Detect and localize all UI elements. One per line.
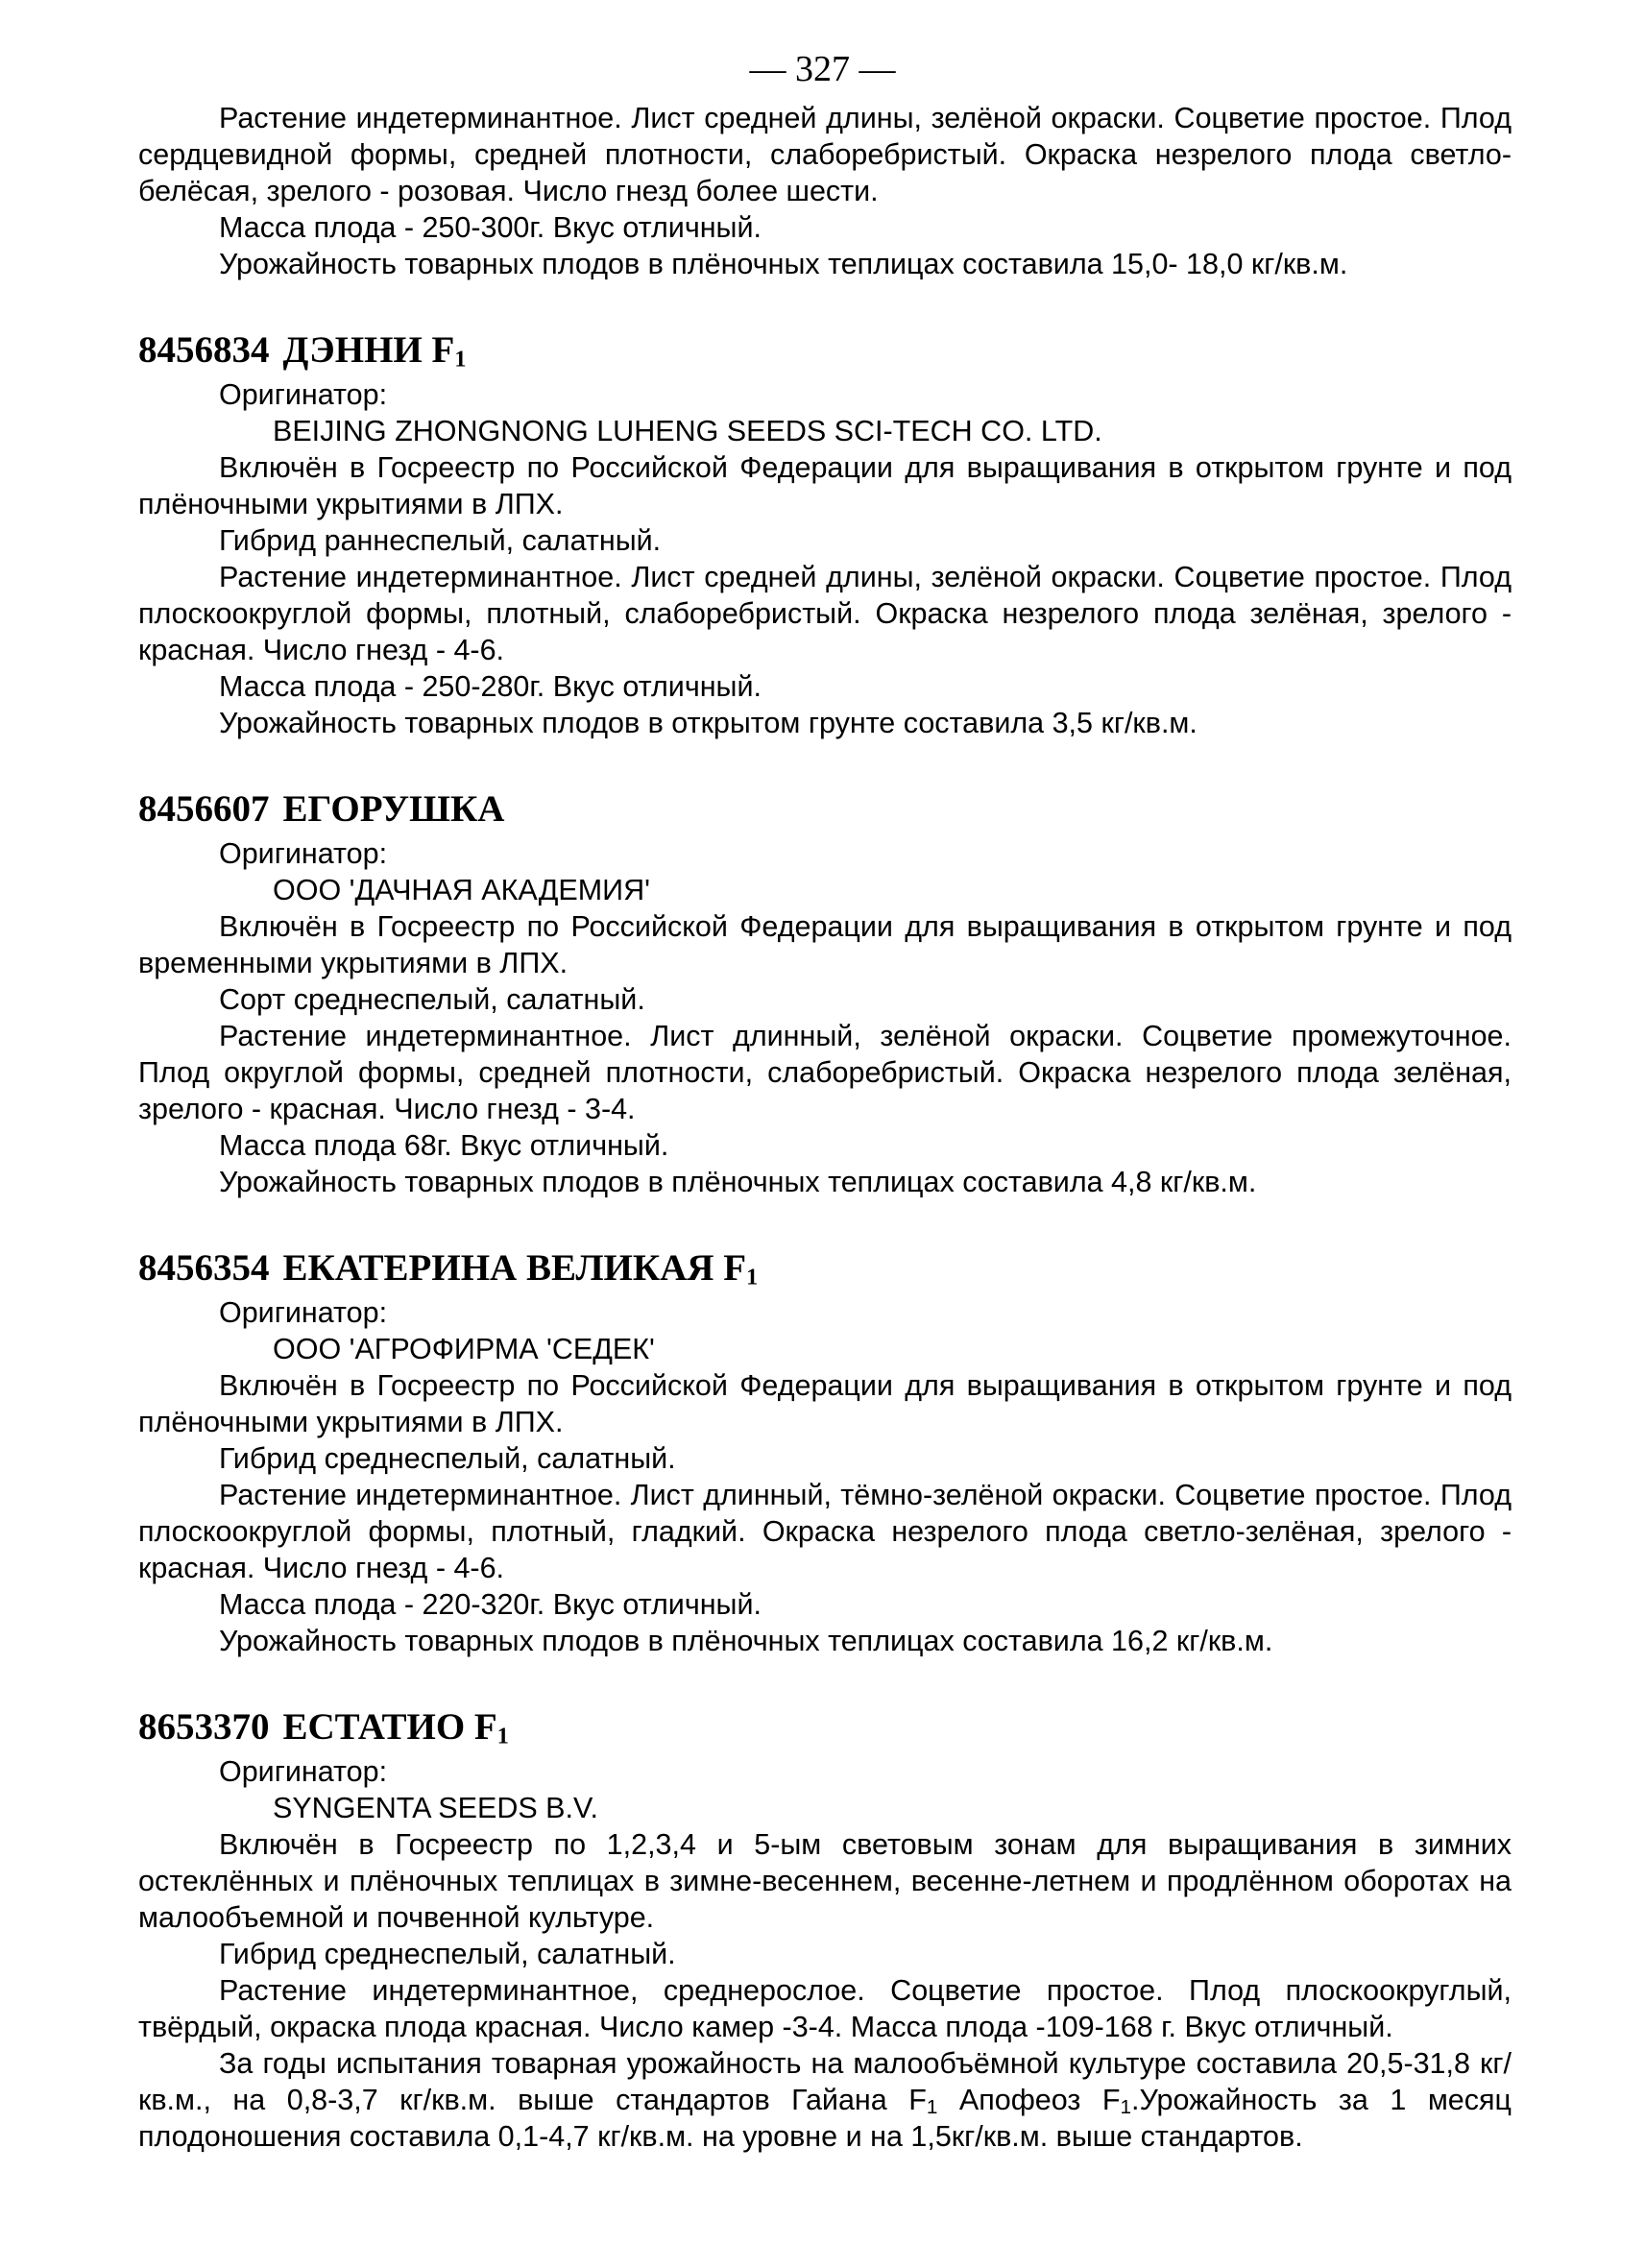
originator-label: Оригинатор: — [219, 837, 388, 870]
entry-number: 8456354 — [138, 1247, 270, 1289]
registry-text: Включён в Госреестр по Российской Федерации для выращивания в открытом грунте и под плёночными укрытиями в ЛПХ. — [138, 451, 1512, 520]
entry-title — [138, 1246, 1512, 1291]
originator-label: Оригинатор: — [219, 1296, 388, 1329]
variety-entry — [138, 328, 1512, 741]
variety-entry — [138, 1246, 1512, 1659]
intro-description: Растение индетерминантное. Лист средней длины, зелёной окраски. Соцветие простое. Плод сердцевидной формы, средней плотности, слаборебристый. Окраска незрелого плода светло-белёсая, зрелого - розовая. Число гнезд более шести. — [138, 102, 1512, 207]
originator-name: SYNGENTA SEEDS B.V. — [273, 1792, 599, 1824]
registry-text: Включён в Госреестр по Российской Федерации для выращивания в открытом грунте и под плёночными укрытиями в ЛПХ. — [138, 1369, 1512, 1438]
yield-text-part-a: За годы испытания товарная урожайность на малообъёмной культуре составила 20,5-31,8 кг/кв.м., на 0,8-3,7 кг/кв.м. выше стандартов Гайана F — [138, 2047, 1512, 2116]
intro-mass: Масса плода - 250-300г. Вкус отличный. — [219, 211, 762, 244]
originator-label: Оригинатор: — [219, 378, 388, 411]
entry-name-subscript: 1 — [746, 1264, 759, 1291]
originator-name: ООО 'ДАЧНАЯ АКАДЕМИЯ' — [273, 874, 650, 906]
plant-description: Растение индетерминантное. Лист средней длины, зелёной окраски. Соцветие простое. Плод плоскоокруглой формы, плотный, слаборебристый. Окраска незрелого плода зелёная, зрелого - красная. Число гнезд - 4-6. — [138, 561, 1512, 666]
plant-description: Растение индетерминантное, среднерослое. Соцветие простое. Плод плоскоокруглый, твёрдый, окраска плода красная. Число камер -3-4. Масса плода -109-168 г. Вкус отличный. — [138, 1974, 1512, 2043]
originator-name: BEIJING ZHONGNONG LUHENG SEEDS SCI-TECH CO. LTD. — [273, 415, 1102, 447]
registry-text: Включён в Госреестр по Российской Федерации для выращивания в открытом грунте и под временными укрытиями в ЛПХ. — [138, 910, 1512, 979]
intro-yield: Урожайность товарных плодов в плёночных теплицах составила 15,0- 18,0 кг/кв.м. — [219, 248, 1348, 280]
plant-description: Растение индетерминантное. Лист длинный, зелёной окраски. Соцветие промежуточное. Плод округлой формы, средней плотности, слаборебристый. Окраска незрелого плода зелёная, зрелого - красная. Число гнезд - 3-4. — [138, 1020, 1512, 1125]
yield-text: Урожайность товарных плодов в плёночных теплицах составила 4,8 кг/кв.м. — [219, 1166, 1257, 1198]
entry-number: 8456834 — [138, 329, 270, 371]
entry-name: ЕКАТЕРИНА ВЕЛИКАЯ F — [282, 1247, 747, 1289]
variety-entry — [138, 787, 1512, 1200]
entry-name: ЕГОРУШКА — [282, 788, 505, 830]
yield-subscript-b: 1 — [1120, 2096, 1132, 2119]
entry-title — [138, 1705, 1512, 1749]
entry-title — [138, 328, 1512, 373]
yield-text-part-c: .Урожайность за 1 месяц плодоношения составила 0,1-4,7 кг/кв.м. на уровне и на 1,5кг/кв.м. выше стандартов. — [138, 2084, 1512, 2153]
originator-name: ООО 'АГРОФИРМА 'СЕДЕК' — [273, 1333, 655, 1365]
page-number: — 327 — — [749, 49, 896, 89]
fruit-mass: Масса плода - 220-320г. Вкус отличный. — [219, 1588, 762, 1621]
entry-number: 8653370 — [138, 1706, 270, 1748]
variety-type: Гибрид среднеспелый, салатный. — [219, 1442, 676, 1475]
fruit-mass: Масса плода - 250-280г. Вкус отличный. — [219, 670, 762, 703]
yield-text: Урожайность товарных плодов в открытом грунте составила 3,5 кг/кв.м. — [219, 707, 1197, 739]
fruit-mass: Масса плода 68г. Вкус отличный. — [219, 1129, 669, 1162]
yield-text-part-b: Апофеоз F — [937, 2084, 1121, 2116]
entry-name-subscript: 1 — [454, 346, 467, 373]
entry-name: ДЭННИ F — [282, 329, 455, 371]
variety-type: Гибрид раннеспелый, салатный. — [219, 524, 662, 557]
variety-type: Гибрид среднеспелый, салатный. — [219, 1938, 676, 1970]
yield-text — [138, 2045, 1512, 2155]
yield-subscript-a: 1 — [926, 2096, 938, 2119]
entry-name-subscript: 1 — [496, 1723, 509, 1749]
plant-description: Растение индетерминантное. Лист длинный, тёмно-зелёной окраски. Соцветие простое. Плод плоскоокруглой формы, плотный, гладкий. Окраска незрелого плода светло-зелёная, зрелого - красная. Число гнезд - 4-6. — [138, 1479, 1512, 1584]
entry-title — [138, 787, 1512, 832]
intro-continuation — [138, 100, 1512, 282]
variety-type: Сорт среднеспелый, салатный. — [219, 983, 645, 1016]
entry-number: 8456607 — [138, 788, 270, 830]
entry-name: ЕСТАТИО F — [282, 1706, 497, 1748]
variety-entry — [138, 1705, 1512, 2155]
registry-text: Включён в Госреестр по 1,2,3,4 и 5-ым световым зонам для выращивания в зимних остеклённых и плёночных теплицах в зимне-весеннем, весенне-летнем и продлённом оборотах на малообъемной и почвенной культуре. — [138, 1828, 1512, 1934]
page-content — [138, 100, 1512, 2155]
yield-text: Урожайность товарных плодов в плёночных теплицах составила 16,2 кг/кв.м. — [219, 1625, 1273, 1657]
originator-label: Оригинатор: — [219, 1755, 388, 1788]
